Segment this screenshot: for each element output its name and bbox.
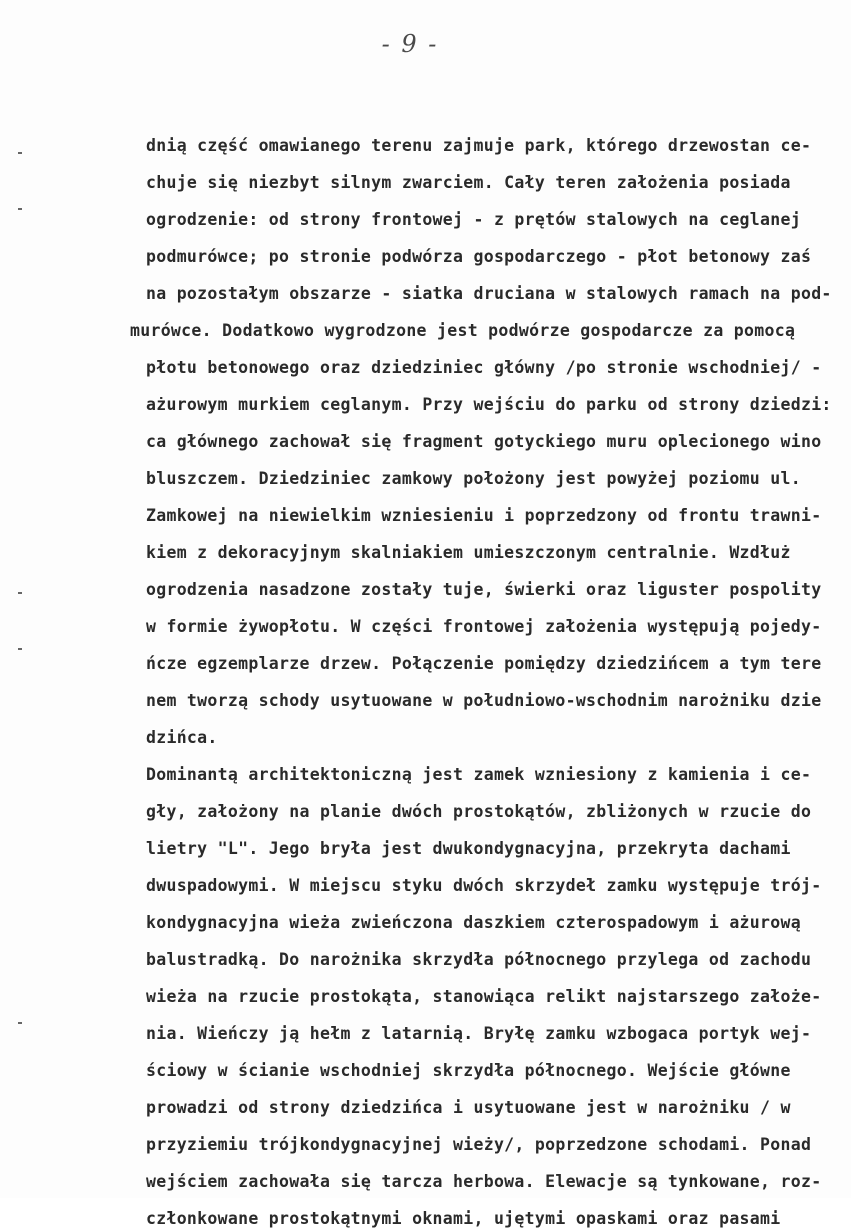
text-line: członkowane prostokątnymi oknami, ujętymi opaskami oraz pasami [146, 1209, 781, 1228]
text-line: ogrodzenie: od strony frontowej - z prętów stalowych na ceglanej [146, 210, 801, 229]
text-line: podmurówce; po stronie podwórza gospodarczego - płot betonowy zaś [146, 247, 812, 266]
text-line: wejściem zachowała się tarcza herbowa. Elewacje są tynkowane, roz- [146, 1172, 822, 1191]
text-line: dnią część omawianego terenu zajmuje park, którego drzewostan ce- [146, 136, 812, 155]
text-line: murówce. Dodatkowo wygrodzone jest podwórze gospodarcze za pomocą [130, 321, 796, 340]
text-line: ńcze egzemplarze drzew. Połączenie pomiędzy dziedzińcem a tym tere [146, 654, 822, 673]
text-line: chuje się niezbyt silnym zwarciem. Cały teren założenia posiada [146, 173, 791, 192]
text-line: ogrodzenia nasadzone zostały tuje, świerki oraz liguster pospolity [146, 580, 822, 599]
text-line: przyziemiu trójkondygnacyjnej wieży/, poprzedzone schodami. Ponad [146, 1135, 812, 1154]
text-line: kondygnacyjna wieża zwieńczona daszkiem czterospadowym i ażurową [146, 913, 801, 932]
text-line: dzińca. [146, 728, 218, 747]
text-line: prowadzi od strony dziedzińca i usytuowane jest w narożniku / w [146, 1098, 791, 1117]
margin-mark [18, 592, 22, 594]
text-line: nia. Wieńczy ją hełm z latarnią. Bryłę zamku wzbogaca portyk wej- [146, 1024, 812, 1043]
text-line: nem tworzą schody usytuowane w południowo-wschodnim narożniku dzie [146, 691, 822, 710]
text-line: balustradką. Do narożnika skrzydła północnego przylega od zachodu [146, 950, 812, 969]
margin-mark [18, 208, 22, 210]
text-line: wieża na rzucie prostokąta, stanowiąca relikt najstarszego założe- [146, 987, 822, 1006]
text-line: w formie żywopłotu. W części frontowej założenia występują pojedy- [146, 617, 822, 636]
text-line: dwuspadowymi. W miejscu styku dwóch skrzydeł zamku występuje trój- [146, 876, 822, 895]
page-number: - 9 - [381, 30, 439, 58]
text-line: ażurowym murkiem ceglanym. Przy wejściu do parku od strony dziedzi: [146, 395, 832, 414]
text-line: bluszczem. Dziedziniec zamkowy położony jest powyżej poziomu ul. [146, 469, 801, 488]
text-line: ca głównego zachował się fragment gotyckiego muru oplecionego wino [146, 432, 822, 451]
text-line: gły, założony na planie dwóch prostokątów, zbliżonych w rzucie do [146, 802, 812, 821]
margin-mark [18, 648, 22, 650]
text-line: Dominantą architektoniczną jest zamek wzniesiony z kamienia i ce- [146, 765, 812, 784]
text-line: na pozostałym obszarze - siatka druciana w stalowych ramach na pod- [146, 284, 832, 303]
text-line: płotu betonowego oraz dziedziniec główny /po stronie wschodniej/ - [146, 358, 822, 377]
text-line: kiem z dekoracyjnym skalniakiem umieszczonym centralnie. Wzdłuż [146, 543, 791, 562]
text-line: lietry "L". Jego bryła jest dwukondygnacyjna, przekryta dachami [146, 839, 791, 858]
margin-mark [18, 1022, 22, 1024]
text-line: ściowy w ścianie wschodniej skrzydła północnego. Wejście główne [146, 1061, 791, 1080]
text-line: Zamkowej na niewielkim wzniesieniu i poprzedzony od frontu trawni- [146, 506, 822, 525]
margin-mark [18, 152, 22, 154]
